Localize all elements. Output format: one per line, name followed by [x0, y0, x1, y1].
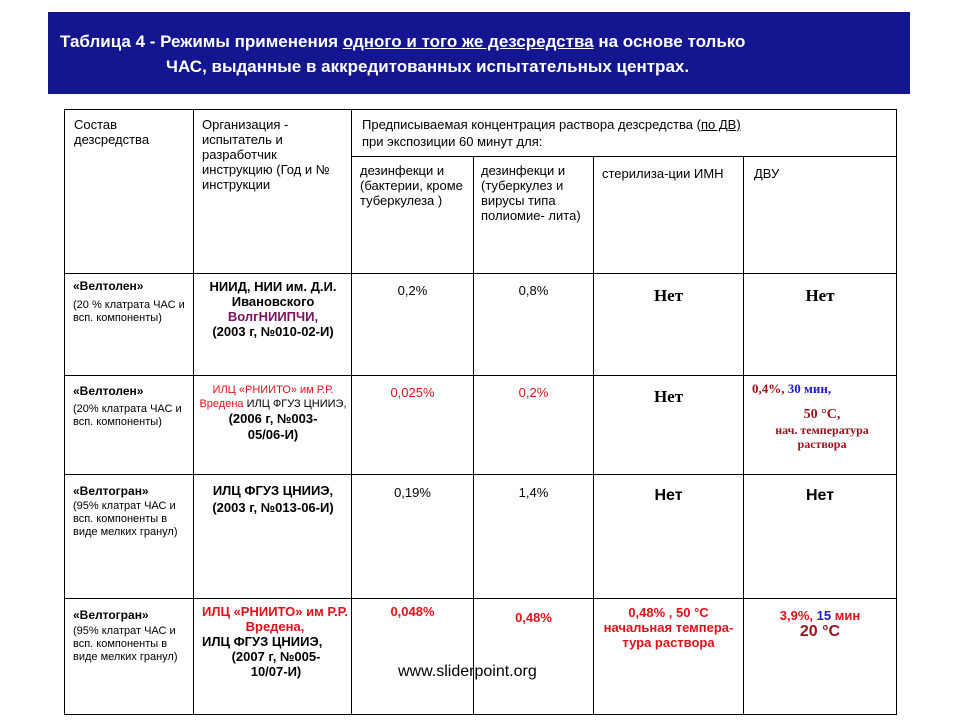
col-line-0 — [64, 109, 65, 715]
row1-dvu: Нет — [805, 286, 835, 305]
header-bottom-line — [64, 273, 897, 274]
header-sterilization: стерилиза-ции ИМН — [602, 166, 724, 181]
row3-conc-bacteria: 0,19% — [394, 485, 431, 500]
row4-dvu-unit: мин — [831, 608, 861, 623]
row3-org-c: (2003 г, №013-06-И) — [212, 500, 334, 515]
row4-conc-bacteria: 0,048% — [390, 604, 435, 619]
row2-org-c: (2006 г, №003-05/06-И) — [228, 411, 318, 442]
row3-components: (95% клатрат ЧАС и всп. компоненты в виде мелких гранул) — [73, 500, 178, 538]
header-disinfection-tb: дезинфекци и (туберкулез и вирусы типа полиомие- лита) — [481, 163, 581, 223]
row4-org-c: (2007 г, №005-10/07-И) — [231, 649, 321, 679]
row4-conc-tb: 0,48% — [515, 610, 552, 625]
title-underlined: одного и того же дезсредства — [342, 32, 594, 51]
col-line-3 — [473, 156, 474, 715]
row1-components: (20 % клатрата ЧАС и всп. компоненты) — [73, 299, 185, 324]
table-border-bottom — [64, 714, 897, 715]
row1-org-a: НИИД, НИИ им. Д.И. Ивановского — [209, 279, 337, 309]
row1-org-c: (2003 г, №010-02-И) — [212, 324, 334, 339]
row3-org-a: ИЛЦ ФГУЗ ЦНИИЭ, — [212, 483, 334, 498]
col-line-1 — [193, 109, 194, 715]
row4-organization — [202, 604, 348, 679]
conc-underlined: по ДВ) — [700, 117, 741, 132]
row4-dvu — [744, 608, 896, 641]
row4-dvu-time: 15 — [816, 608, 832, 623]
header-organization: Организация - испытатель и разработчик инструкцию (Год и № инструкции — [202, 117, 330, 192]
col-line-2 — [351, 109, 352, 715]
row4-components: (95% клатрат ЧАС и всп. компоненты в виде мелких гранул) — [73, 625, 178, 663]
row2-organization — [197, 383, 349, 443]
watermark: www.sliderpoint.org — [398, 663, 537, 680]
row2-dvu-time: 30 мин, — [787, 381, 832, 396]
row1-product: «Велтолен» — [73, 279, 144, 293]
row3-product: «Велтогран» — [73, 484, 149, 498]
row2-conc-bacteria: 0,025% — [390, 385, 435, 400]
row2-product: «Велтолен» — [73, 384, 144, 398]
row2-dvu-temp: 50 °С, — [803, 407, 841, 422]
table-border-top — [64, 109, 897, 110]
row4-dvu-conc: 3,9%, — [779, 608, 817, 623]
row2-org-b: ИЛЦ ФГУЗ ЦНИИЭ, — [246, 398, 347, 410]
subheader-divider — [351, 156, 897, 157]
col-line-6 — [896, 109, 897, 715]
row4-org-b: ИЛЦ ФГУЗ ЦНИИЭ, — [202, 634, 323, 649]
row-divider-2 — [64, 474, 897, 475]
conc-prefix: Предписываемая концентрация раствора дезсредства ( — [362, 117, 701, 132]
row2-dvu-conc: 0,4%, — [752, 381, 788, 396]
row2-dvu-note: нач. температура раствора — [775, 423, 869, 451]
row3-sterilization: Нет — [654, 487, 683, 504]
row2-sterilization: Нет — [653, 387, 684, 406]
row2-components: (20% клатрата ЧАС и всп. компоненты) — [73, 403, 182, 428]
row1-sterilization: Нет — [653, 286, 684, 305]
row-divider-1 — [64, 375, 897, 376]
row4-product: «Велтогран» — [73, 608, 149, 622]
row4-org-a: ИЛЦ «РНИИТО» им Р.Р. Вредена, — [202, 604, 349, 634]
header-exposure: при экспозиции 60 минут для: — [362, 134, 543, 149]
row1-org-b: ВолгНИИПЧИ, — [227, 309, 319, 324]
header-disinfection-bacteria: дезинфекци и (бактерии, кроме туберкулеза ) — [360, 163, 463, 208]
header-composition: Состав дезсредства — [74, 117, 150, 147]
row2-dvu — [752, 381, 892, 451]
title-suffix: на основе только — [593, 32, 746, 51]
row3-conc-tb: 1,4% — [518, 485, 549, 500]
header-dvu: ДВУ — [754, 166, 780, 181]
row1-organization — [197, 279, 349, 339]
row2-org-a: ИЛЦ «РНИИТО» им Р.Р. Вредена — [199, 384, 334, 410]
header-concentration — [362, 117, 892, 132]
title-line-2: ЧАС, выданные в аккредитованных испытательных центрах. — [166, 57, 690, 76]
row4-dvu-temp: 20 °С — [799, 623, 841, 640]
row4-sterilization: 0,48% , 50 °С начальная темпера-тура раствора — [603, 605, 734, 650]
col-line-4 — [593, 156, 594, 715]
row1-conc-bacteria: 0,2% — [397, 283, 428, 298]
row3-dvu: Нет — [805, 487, 835, 504]
row3-organization — [210, 482, 336, 516]
row-divider-3 — [64, 598, 897, 599]
row2-conc-tb: 0,2% — [518, 385, 549, 400]
title-prefix: Таблица 4 - Режимы применения — [60, 32, 343, 51]
row1-conc-tb: 0,8% — [518, 283, 549, 298]
